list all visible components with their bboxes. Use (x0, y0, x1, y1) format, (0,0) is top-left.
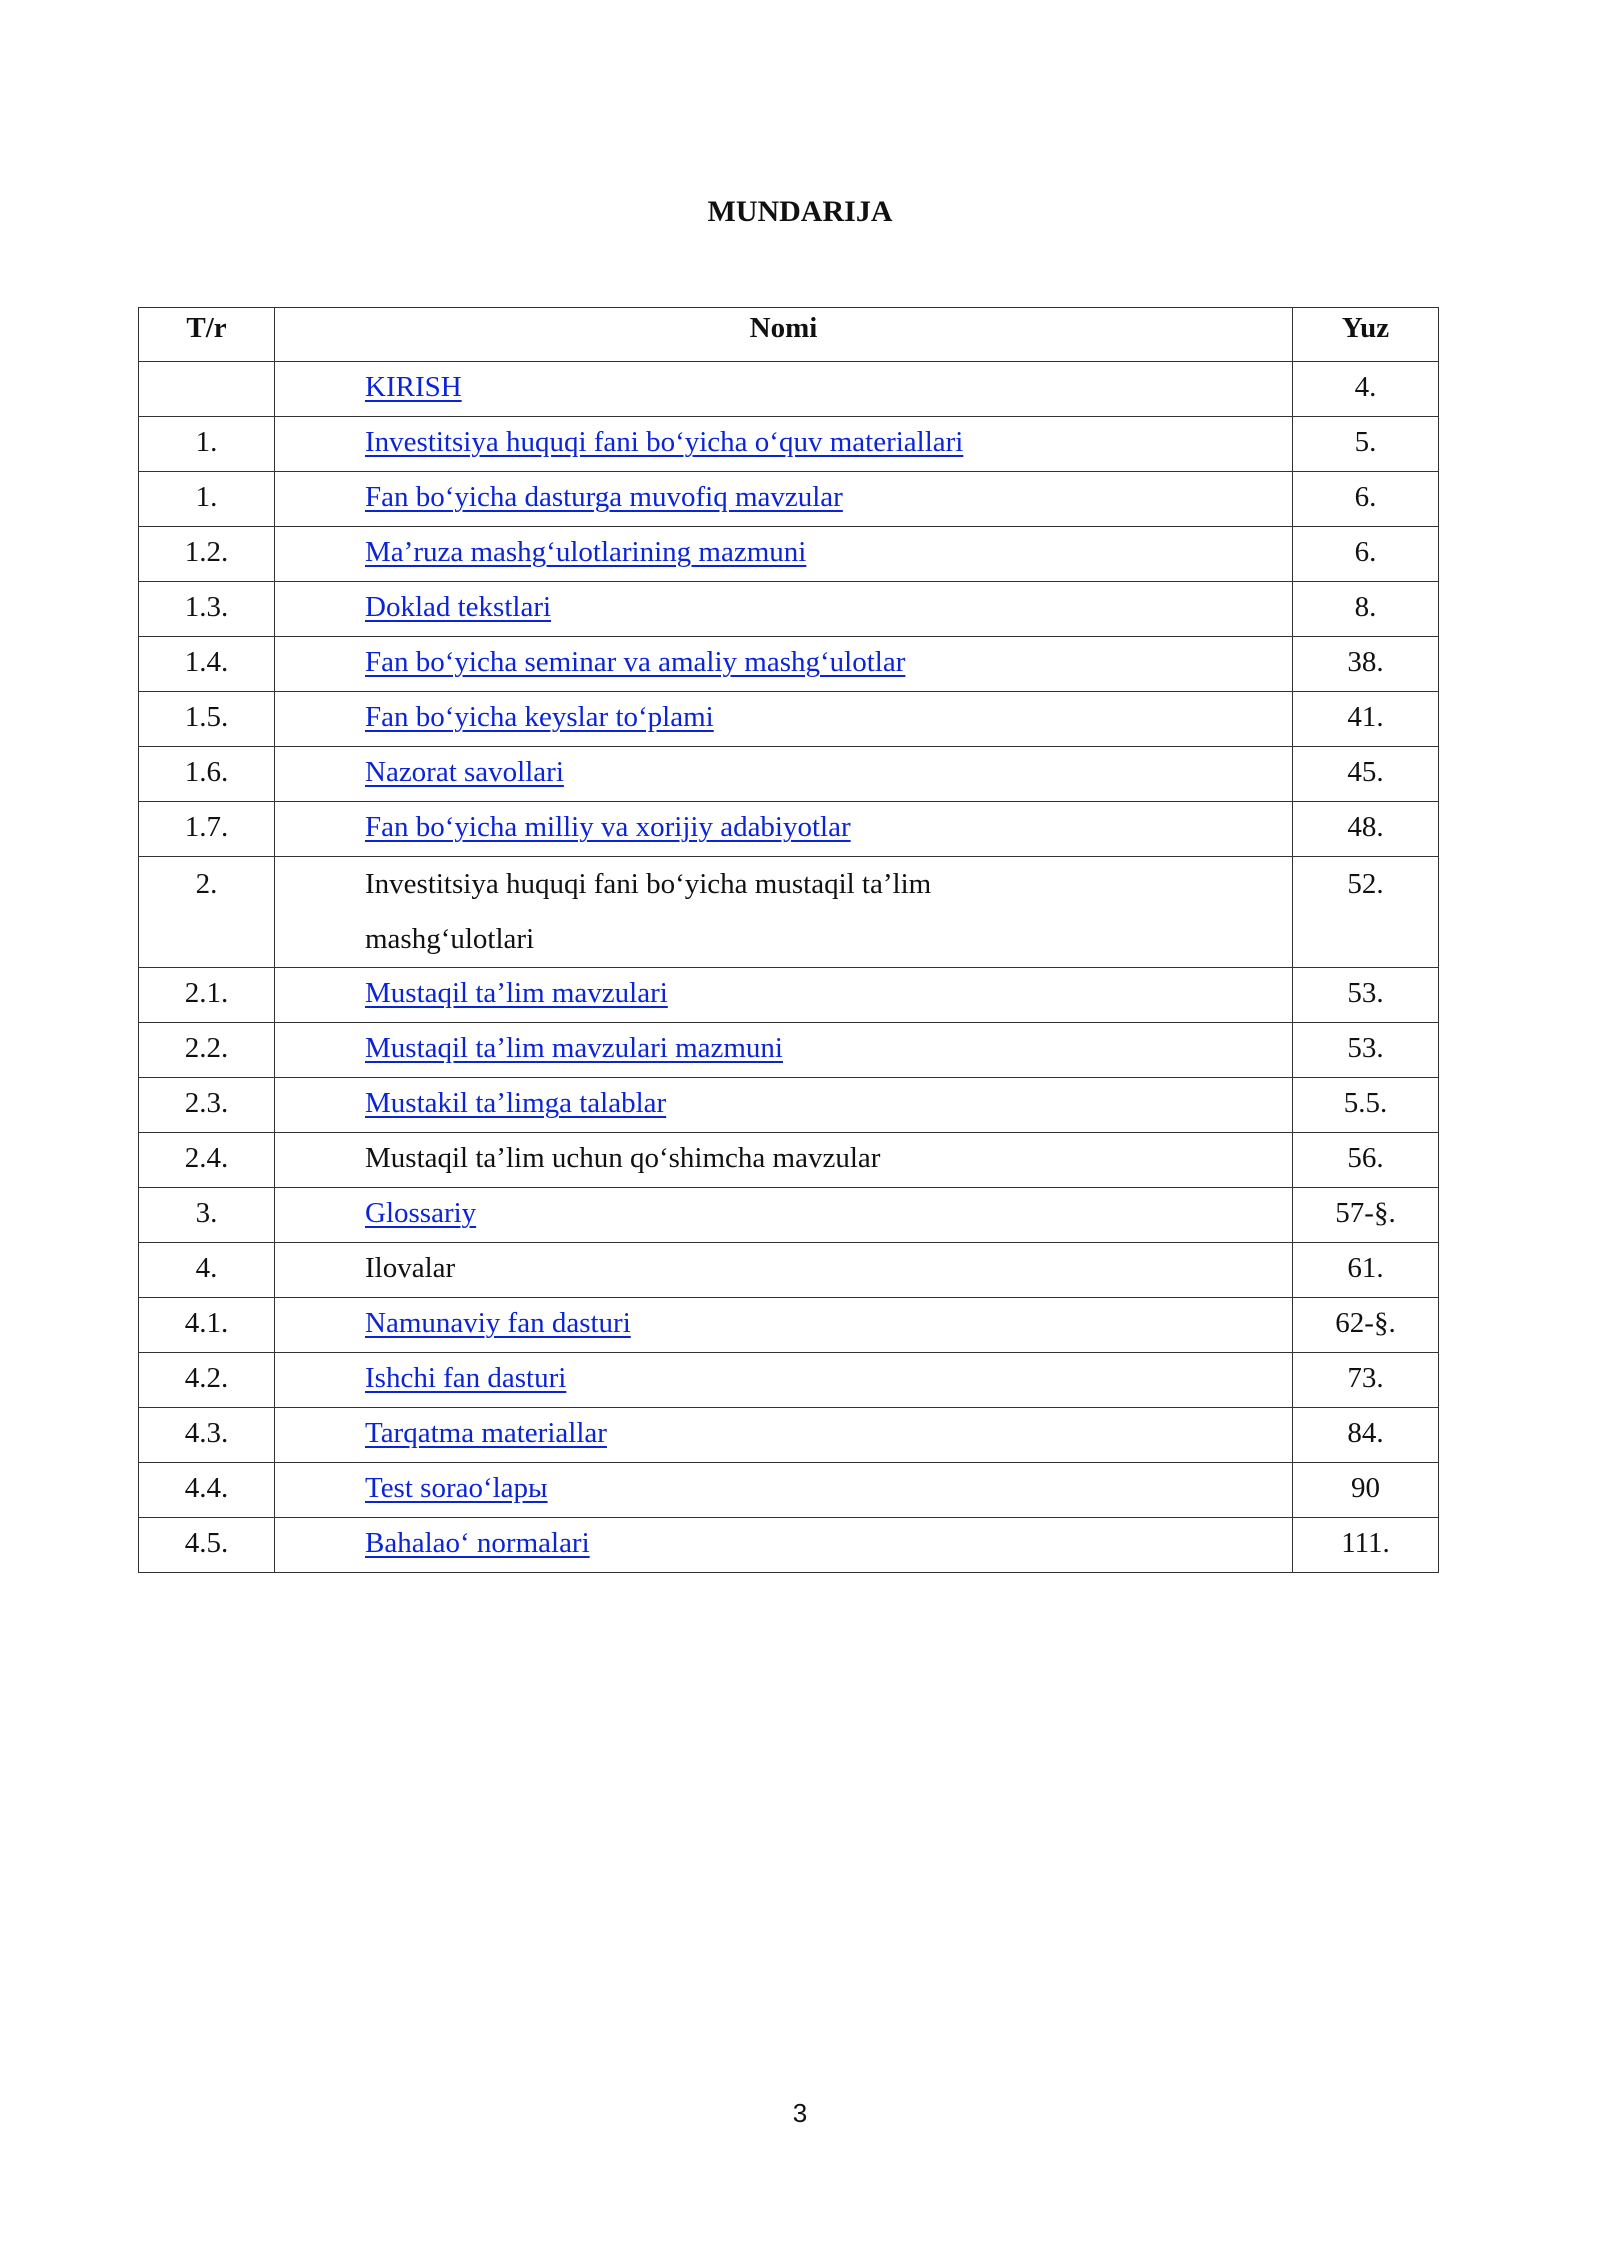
table-of-contents (138, 307, 1439, 1573)
table-row (139, 527, 1439, 582)
toc-link-tarqatma[interactable]: Tarqatma materiallar (365, 1417, 607, 1449)
page-ref: 6. (1293, 527, 1439, 582)
page-ref: 48. (1293, 802, 1439, 857)
toc-link-nazorat[interactable]: Nazorat savollari (365, 756, 564, 788)
table-row (139, 1463, 1439, 1518)
toc-link-mavzulari-mazmuni[interactable]: Mustaqil ta’lim mavzulari mazmuni (365, 1032, 783, 1064)
toc-entry-qoshimcha-mavzular: Mustaqil ta’lim uchun qo‘shimcha mavzular (365, 1142, 881, 1174)
page-ref: 8. (1293, 582, 1439, 637)
row-number: 2.4. (139, 1133, 275, 1188)
page-ref: 84. (1293, 1408, 1439, 1463)
page-ref: 45. (1293, 747, 1439, 802)
row-number: 1.7. (139, 802, 275, 857)
page-ref: 56. (1293, 1133, 1439, 1188)
row-number: 1. (139, 417, 275, 472)
document-title: MUNDARIJA (707, 195, 893, 228)
toc-link-keyslar[interactable]: Fan bo‘yicha keyslar to‘plami (365, 701, 714, 733)
page-ref: 38. (1293, 637, 1439, 692)
row-number: 4.2. (139, 1353, 275, 1408)
row-number: 1.6. (139, 747, 275, 802)
page-ref: 4. (1293, 362, 1439, 417)
toc-link-dastur-mavzular[interactable]: Fan bo‘yicha dasturga muvofiq mavzular (365, 481, 843, 513)
page-ref: 52. (1293, 857, 1439, 968)
table-row (139, 968, 1439, 1023)
page-ref: 5.5. (1293, 1078, 1439, 1133)
row-number: 2. (139, 857, 275, 968)
toc-link-ishchi-dastur[interactable]: Ishchi fan dasturi (365, 1362, 567, 1394)
table-row (139, 637, 1439, 692)
row-number: 1. (139, 472, 275, 527)
row-number: 4.3. (139, 1408, 275, 1463)
entry-text-line: mashg‘ulotlari (365, 923, 535, 955)
toc-link-test[interactable]: Test sorao‘lapы (365, 1472, 548, 1504)
row-number: 1.4. (139, 637, 275, 692)
page-ref: 90 (1293, 1463, 1439, 1518)
table-row (139, 1188, 1439, 1243)
table-row (139, 582, 1439, 637)
table-row (139, 692, 1439, 747)
table-row (139, 802, 1439, 857)
page-ref: 73. (1293, 1353, 1439, 1408)
row-number: 2.2. (139, 1023, 275, 1078)
row-number: 1.3. (139, 582, 275, 637)
page-ref: 61. (1293, 1243, 1439, 1298)
table-row (139, 1353, 1439, 1408)
table-header-row (139, 308, 1439, 362)
toc-link-kirish[interactable]: KIRISH (365, 371, 462, 403)
row-number: 1.5. (139, 692, 275, 747)
table-row (139, 1133, 1439, 1188)
toc-link-oquv-materiallari[interactable]: Investitsiya huquqi fani bo‘yicha o‘quv materiallari (365, 426, 964, 458)
toc-link-adabiyotlar[interactable]: Fan bo‘yicha milliy va xorijiy adabiyotlar (365, 811, 851, 843)
row-number: 2.3. (139, 1078, 275, 1133)
row-number (139, 362, 275, 417)
table-row (139, 1298, 1439, 1353)
table-row (139, 747, 1439, 802)
table-row (139, 417, 1439, 472)
table-row (139, 1078, 1439, 1133)
toc-link-mustaqil-mavzulari[interactable]: Mustaqil ta’lim mavzulari (365, 977, 668, 1009)
table-row (139, 472, 1439, 527)
row-number: 4.5. (139, 1518, 275, 1573)
table-row (139, 1408, 1439, 1463)
toc-entry-mustaqil-talim (275, 857, 1293, 968)
row-number: 3. (139, 1188, 275, 1243)
entry-text-line: Investitsiya huquqi fani bo‘yicha mustaqil ta’lim (365, 868, 932, 900)
toc-link-glossariy[interactable]: Glossariy (365, 1197, 477, 1229)
page-ref: 62-§. (1293, 1298, 1439, 1353)
toc-entry-ilovalar: Ilovalar (365, 1252, 456, 1284)
row-number: 2.1. (139, 968, 275, 1023)
page-ref: 57-§. (1293, 1188, 1439, 1243)
toc-link-maruza[interactable]: Ma’ruza mashg‘ulotlarining mazmuni (365, 536, 807, 568)
page-ref: 111. (1293, 1518, 1439, 1573)
toc-link-talablar[interactable]: Mustakil ta’limga talablar (365, 1087, 667, 1119)
table-row (139, 362, 1439, 417)
page-ref: 41. (1293, 692, 1439, 747)
page-ref: 53. (1293, 968, 1439, 1023)
page-ref: 5. (1293, 417, 1439, 472)
toc-link-doklad[interactable]: Doklad tekstlari (365, 591, 552, 623)
page-ref: 53. (1293, 1023, 1439, 1078)
toc-link-seminar[interactable]: Fan bo‘yicha seminar va amaliy mashg‘ulotlar (365, 646, 906, 678)
row-number: 1.2. (139, 527, 275, 582)
row-number: 4. (139, 1243, 275, 1298)
table-row (139, 1023, 1439, 1078)
header-tr: T/r (139, 308, 275, 362)
toc-link-baholash[interactable]: Bahalao‘ normalari (365, 1527, 590, 1559)
row-number: 4.1. (139, 1298, 275, 1353)
header-nomi: Nomi (275, 308, 1293, 362)
row-number: 4.4. (139, 1463, 275, 1518)
table-row (139, 1518, 1439, 1573)
toc-link-namunaviy-dastur[interactable]: Namunaviy fan dasturi (365, 1307, 631, 1339)
header-yuz: Yuz (1293, 308, 1439, 362)
table-row (139, 1243, 1439, 1298)
page-ref: 6. (1293, 472, 1439, 527)
table-row (139, 857, 1439, 968)
page-number: 3 (792, 2098, 808, 2128)
